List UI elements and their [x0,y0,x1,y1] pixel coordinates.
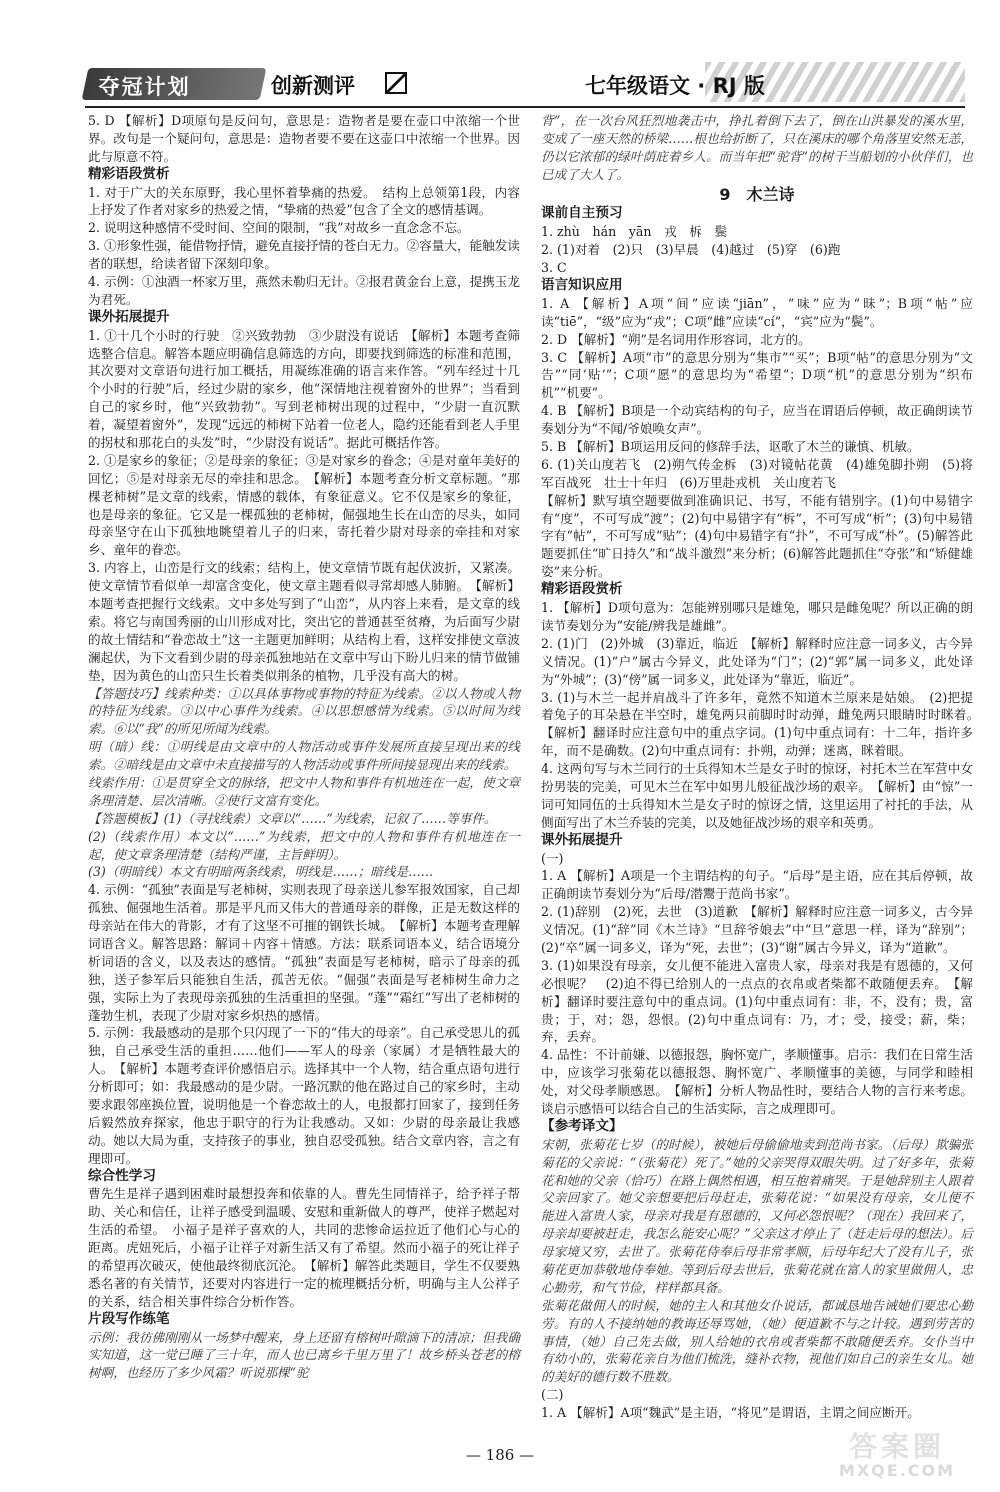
answer-paragraph: (二) [541,1387,564,1403]
answer-paragraph: 1. A 【解析】A项“间”应读“jiān”，“味”应为“昧”；B项“帖”应读“tiē”，“级”应为“戎”；C项“雌”应读“cí”，“宾”应为“鬓”。 [541,295,973,329]
answer-paragraph: 5. B 【解析】B项运用反问的修辞手法，讴歌了木兰的谦慎、机敏。 [541,439,920,455]
note-paragraph: 张菊花做佣人的时候，她的主人和其他女仆说话，都诚恳地告诫她们要忠心勤劳。有的人不接纳她的教诲还辱骂她，（她）便道歉不与之计较。遇到劳苦的事情，（她）自己先去做，别人给她的衣帛或者柴都不敢随便丢弃。女仆当中有幼小的，张菊花亲自为他们梳洗，缝补衣物，视他们如自己的亲生女儿。她的美好的德行数不胜数。 [541,1297,973,1385]
answer-paragraph: 1. A 【解析】A项“魏武”是主语，“将见”是谓语，主谓之间应断开。 [541,1405,920,1421]
section-heading: 语言知识应用 [541,277,623,294]
answer-paragraph: 5. D 【解析】D项原句是反问句，意思是：造物者是要在壶口中浓缩一个世界。改句是一个疑问句，意思是：造物者要不要在这壶口中浓缩一个世界。因此与原意不符。 [88,113,520,164]
series-title: 创新测评 [271,74,355,98]
left-column [88,112,520,1382]
answer-paragraph: 4. B 【解析】B项是一个动宾结构的句子，应当在谓语后停顿，故正确朗读节奏划分为“不闻/爷娘唤女声”。 [541,403,973,437]
answer-paragraph: 1. A 【解析】A项是一个主谓结构的句子。“后母”是主语，应在其后停顿，故正确朗读节奏划分为“后母/潜鬻于范尚书家”。 [541,868,973,902]
section-heading: 【参考译文】 [541,1117,623,1134]
answer-paragraph: 2. (1)对着 (2)只 (3)早晨 (4)越过 (5)穿 (6)跑 [541,242,841,258]
watermark [822,1425,972,1485]
section-heading: 精彩语段赏析 [541,581,623,598]
right-column [541,112,986,1422]
note-paragraph: (2)（线索作用）本文以“……”为线索，把文中的人物和事件有机地连在一起，使文章条理清楚（结构严谨，主旨鲜明）。 [88,828,520,862]
section-heading: 课外拓展提升 [541,831,623,848]
answer-paragraph: 1. 对于广大的关东原野，我心里怀着挚痛的热爱。 结构上总领第1段，内容上抒发了作者对家乡的热爱之情，“挚痛的热爱”包含了全文的感情基调。 [88,184,520,218]
watermark-url: MXQE.COM [838,1461,956,1480]
note-paragraph: 【答题技巧】线索种类：①以具体事物或事物的特征为线索。②以人物或人物的特征为线索。③以中心事件为线索。④以思想感情为线索。⑤以时间为线索。⑥以“我”的所见所闻为线索。 [88,685,520,737]
answer-paragraph: 3. ①形象性强，能借物抒情，避免直接抒情的苍白无力。②容量大，能触发读者的联想，给读者留下深刻印象。 [88,238,520,272]
grade-title: 七年级语文 · RJ 版 [585,74,765,98]
section-heading: 片段写作练笔 [88,1310,170,1327]
answer-paragraph: 2. (1)辞别 (2)死，去世 (3)道歉 【解析】解释时应注意一词多义，古今异义情况。(1)“辞”同《木兰诗》“旦辞爷娘去”中“旦”意思一样，译为“辞别”；(2)“卒”属一词多义，译为“死，去世”；(3)“谢”属古今异义，译为“道歉”。 [541,904,973,955]
note-paragraph: 背”，在一次台风狂烈地袭击中，挣扎着倒下去了，倒在山洪暴发的溪水里，变成了一座天然的桥梁……根也给折断了，只在溪床的哪个角落里安然无恙，仍以它浓郁的绿叶荫庇着乡人。而当年把“驼背”的树干当船划的小伙伴们，也已成了大人了。 [541,113,973,182]
answer-paragraph: 2. ①是家乡的象征；②是母亲的象征；③是对家乡的眷念；④是对童年美好的回忆；⑤是对母亲无尽的牵挂和思念。 【解析】本题考查分析文章标题。“那棵老柿树”是文章的线索，情感的载体，有象征意义。它不仅是家乡的象征，也是母亲的象征。它又是一棵孤独的老柿树，倔强地生长在山峦的尽头，如同母亲坚守在山下孤独地眺望着儿子的归来，寄托着少尉对母亲的牵挂和对家乡、童年的眷恋。 [88,452,520,558]
note-paragraph: (3)（明暗线）本文有明暗两条线索，明线是……；暗线是…… [88,864,434,880]
answer-paragraph: 【解析】默写填空题要做到准确识记、书写，不能有错别字。(1)句中易错字有“度”，不可写成“渡”；(2)句中易错字有“柝”，不可写成“析”；(3)句中易错字有“帖”，不可写成“贴”；(4)句中易错字有“扑”，不可写成“朴”。(5)解答此题要抓住“旷日持久”和“战斗激烈”来分析；(6)解答此题抓住“夺张”和“矫健雄姿”来分析。 [541,492,973,580]
note-paragraph: 线索作用：①是贯穿全文的脉络，把文中人物和事件有机地连在一起，使文章条理清楚、层次清晰。②使行文富有变化。 [88,774,520,808]
watermark-text: 答案圈 [848,1430,945,1463]
section-heading: 综合性学习 [88,1167,156,1184]
pencil-box-icon [385,72,407,94]
note-paragraph: 【答题模板】(1)（寻找线索）文章以“……”为线索，记叙了……等事件。 [88,810,497,826]
answer-paragraph: (一) [541,850,564,866]
lesson-title: 9 木兰诗 [719,184,795,204]
answer-paragraph: 6. (1)关山度若飞 (2)朔气传金柝 (3)对镜帖花黄 (4)雄兔脚扑朔 (5)将军百战死 壮士十年归 (6)万里赴戎机 关山度若飞 [541,456,973,490]
note-paragraph: 明（暗）线：①明线是由文章中的人物活动或事件发展所直接呈现出来的线索。②暗线是由文章中未直接描写的人物活动或事件所间接显现出来的线索。 [88,739,520,773]
answer-paragraph: 1. 【解析】D项句意为：怎能辨别哪只是雄兔，哪只是雌兔呢？所以正确的朗读节奏划分为“安能/辨我是雄雌”。 [541,600,973,633]
page-header [85,62,965,108]
answer-paragraph: 1. zhù hán yān 戎 柝 鬓 [541,224,728,240]
answer-paragraph: 4. 这两句写与木兰同行的士兵得知木兰是女子时的惊讶，衬托木兰在军营中女扮男装的完美，可见木兰在军中如男儿般征战沙场的艰辛。 【解析】由“惊”一词可知同伍的士兵得知木兰是女子时的惊讶之情，这里运用了衬托的手法，从侧面写出了木兰乔装的完美，以及她征战沙场的艰辛和英勇。 [541,761,973,830]
answer-paragraph: 2. (1)门 (2)外城 (3)靠近，临近 【解析】解释时应注意一词多义，古今异义情况。(1)“户”属古今异义，此处译为“门”；(2)“郭”属一词多义，此处译为“外城”；(3)“傍”属一词多义，此处译为“靠近，临近”。 [541,635,973,687]
answer-paragraph: 3. C 【解析】A项“市”的意思分别为“集市”“买”；B项“帖”的意思分别为“文告”“同‘贴’”；C项“愿”的意思均为“希望”；D项“机”的意思分别为“织布机”“机要”。 [541,349,973,401]
answer-paragraph: 3. (1)如果没有母亲，女儿便不能进入富贵人家，母亲对我是有恩德的，又何必恨呢？ (2)迫不得已给别人的一点点的衣帛或者柴都不敢随便丢弃。 【解析】翻译时要注意句中的重点词。(1)句中重点词有：非，不，没有；贵，富贵；于，对；怨，怨恨。(2)句中重点词有：乃，才；受，接受；薪，柴；弃，丢弃。 [541,957,973,1045]
answer-paragraph: 曹先生是祥子遇到困难时最想投奔和依靠的人。曹先生同情祥子，给予祥子帮助、关心和信任，让祥子感受到温暖、安慰和重新做人的尊严，使祥子燃起对生活的希望。 小福子是祥子喜欢的人，共同的悲惨命运拉近了他们心与心的距离。虎妞死后，小福子让祥子对新生活又有了希望。然而小福子的死让祥子的希望再次破灭，使他最终彻底沉沦。 【解析】解答此类题目，学生不仅要熟悉名著的有关情节，还要对内容进行一定的梳理概括分析，明确与主人公祥子的关系，结合相关事件综合分析作答。 [88,1186,520,1309]
answer-paragraph: 4. 示例：①浊酒一杯家万里，燕然未勒归无计。②报君黄金台上意，提携玉龙为君死。 [88,274,520,307]
answer-paragraph: 4. 示例：“孤独”表面是写老柿树，实则表现了母亲送儿参军报效国家，自己却孤独、倔强地生活着。那是平凡而又伟大的普通母亲的群像，正是无数这样的母亲站在伟大的背影，才有了这坚不可摧的钢铁长城。 【解析】本题考查理解词语含义。解答思路：解词＋内容＋情感。方法：联系词语本义，结合语境分析词语的含义，以及表达的感情。“孤独”表面是写老柿树，暗示了母亲的孤独，送子参军后只能独自生活，孤苦无依。“倔强”表面是写老柿树生命力之强，实际上为了表现母亲孤独的生活重担的坚强。“蓬”“霜红”写出了老柿树的蓬勃生机，表现了少尉对家乡炽热的感情。 [88,882,520,1023]
answer-paragraph: 3. 内容上，山峦是行文的线索；结构上，使文章情节既有起伏波折，又紧凑。使文章情节看似单一却富含变化，使文章主题看似寻常却感人肺腑。 【解析】本题考查把握行文线索。文中多处写到了“山峦”，从内容上来看，是文章的线索。将它与南国秀丽的山川形成对比，突出它的普通甚至贫瘠，为后面写少尉的故土情结和“眷恋故土”这一主题更加鲜明；从结构上看，这样安排使文章波澜起伏，为下文看到少尉的母亲孤独地站在文章中写山下盼儿归来的情节做铺垫，因为黄色的山峦只生长着类似荆条的植物，几乎没有高大的树。 [88,560,520,683]
answer-paragraph: 1. ①十几个小时的行驶 ②兴致勃勃 ③少尉没有说话 【解析】本题考查筛选整合信息。解答本题应明确信息筛选的方向，即要找到筛选的标准和范围，其次要对文章语句进行加工概括，用凝练准确的语言来作答。“列车经过十几个小时的行驶”后，经过少尉的家乡，他“深情地注视着窗外的世界”；当看到自己的家乡时，他“兴致勃勃”。写到老柿树出现的过程中，“少尉一直沉默着，凝望着窗外”，发现“远远的柿树下站着一位老人，隐约还能看到老人手里的拐杖和那花白的头发”时，“少尉没有说话”。据此可概括作答。 [88,327,520,451]
answer-paragraph: 3. (1)与木兰一起并肩战斗了许多年，竟然不知道木兰原来是姑娘。 (2)把提着兔子的耳朵悬在半空时，雄兔两只前脚时时动弹，雌兔两只眼睛时时眯着。 【解析】翻译时应注意句中的重点字词。(1)句中重点词有：十二年，指许多年，而不是确数。(2)句中重点词有：扑朔，动弹；迷离，眯着眼。 [541,689,986,759]
answer-paragraph: 2. 说明这种感情不受时间、空间的限制，“我”对故乡一直念念不忘。 [88,220,470,236]
brand-logo-text: 夺冠计划 [98,75,191,99]
section-heading: 课外拓展提升 [88,308,170,325]
section-heading: 精彩语段赏析 [88,165,170,182]
page-number: — 186 — [465,1446,535,1464]
note-paragraph: 宋朝，张菊花七岁（的时候），被她后母偷偷地卖到范尚书家。（后母）欺骗张菊花的父亲说：“（张菊花）死了。”她的父亲哭得双眼失明。过了好多年，张菊花和她的父亲（恰巧）在路上偶然相遇，相互抱着痛哭。于是她辞别主人跟着父亲回家了。她父亲想要把后母赶走，张菊花说：“如果没有母亲，女儿便不能进入富贵人家，母亲对我是有恩德的，又何必怨恨呢？（现在）我回来了，母亲却要被赶走，我怎么能安心呢？”父亲这才停止了（赶走后母的想法）。后母家境又穷，去世了。张菊花侍奉后母非常孝顺，后母年纪大了没有儿子，张菊花更加恭敬地侍奉她。等到后母去世后，张菊花就在富人的家里做佣人，忠心勤劳，和气节俭，样样都具备。 [541,1136,973,1295]
brand-logo [82,68,267,100]
answer-paragraph: 3. C [541,260,567,276]
note-paragraph: 示例：我彷佛刚刚从一场梦中醒来，身上还留有榕树叶隙滴下的清凉；但我确实知道，这一觉已睡了三十年，而人也已离乡千里万里了！故乡桥头苍老的榕树啊，也经历了多少风霜？听说那棵“驼 [88,1329,520,1381]
section-heading: 课前自主预习 [541,205,623,222]
answer-paragraph: 5. 示例：我最感动的是那个只闪现了一下的“伟大的母亲”。自己承受思儿的孤独，自己承受生活的重担……他们——军人的母亲（家属）才是牺牲最大的人。 【解析】本题考查评价感悟启示。选择其中一个人物，结合重点语句进行分析即可；如：我最感动的是少尉。一路沉默的他在路过自己的家乡时，主动要求跟邻座换位置，说明他是一个眷恋故土的人，电报都打回家了，接到任务后毅然放弃探家，他忠于职守的行为让我感动。又如：少尉的母亲最让我感动。她以大局为重，支持孩子的事业，独自忍受孤独。结合文章内容，言之有理即可。 [88,1025,520,1166]
answer-paragraph: 2. D 【解析】“朔”是名词用作形容词，北方的。 [541,331,811,347]
answer-paragraph: 4. 品性：不计前嫌、以德报怨，胸怀宽广，孝顺懂事。启示：我们在日常生活中，应该学习张菊花以德报怨、胸怀宽广、孝顺懂事的美德，与同学和睦相处，对父母孝顺感恩。 【解析】分析人物品性时，要结合人物的言行来考虑。谈启示感悟可以结合自己的生活实际，言之成理即可。 [541,1047,973,1116]
